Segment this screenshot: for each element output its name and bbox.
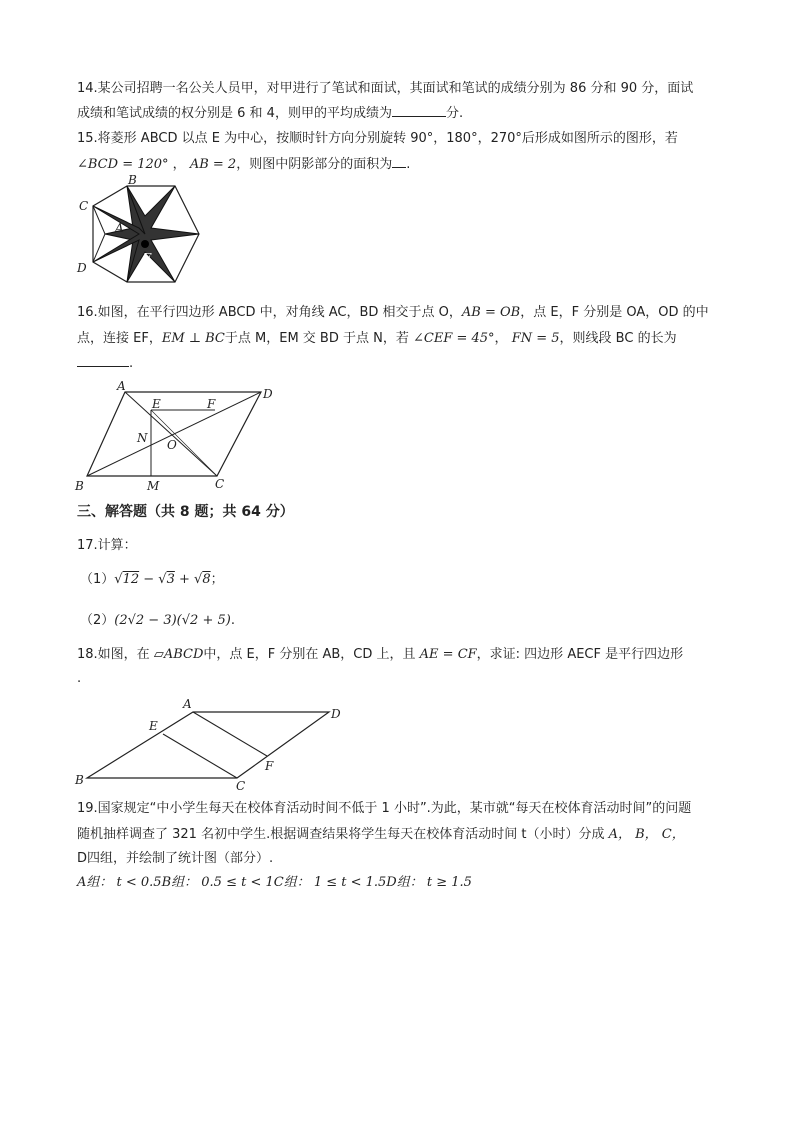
q16-label-N: N: [137, 431, 148, 445]
q19-line3: D四组，并绘制了统计图（部分）.: [77, 851, 274, 866]
q16-label-D: D: [263, 387, 273, 401]
q18-label-A: A: [183, 697, 192, 711]
q16-line1-end: ，点 E，F 分别是 OA，OD 的中: [520, 305, 709, 320]
q18-equal-math: AE = CF: [419, 647, 477, 662]
q18-parallelogram-math: ▱ABCD: [153, 647, 204, 662]
q17-part2-expr: (2√2 − 3)(√2 + 5): [114, 613, 231, 628]
q15-label-E: E: [143, 251, 152, 265]
q15-label-A: A: [115, 221, 124, 235]
q16-line1: [77, 304, 709, 322]
q17-part1: （1）√12 − √3 + √8；: [80, 572, 224, 587]
q18-segment-EC: [163, 734, 237, 778]
q19-line2-text: 随机抽样调查了 321 名初中学生.根据调查结果将学生每天在校体育活动时间 t（小时）分成: [77, 827, 605, 842]
q18-line1-end: ，求证: 四边形 AECF 是平行四边形: [476, 647, 684, 662]
q19-line2: [77, 826, 685, 844]
q15-answer-blank[interactable]: [392, 155, 406, 168]
q15-label-C: C: [79, 199, 89, 213]
q16-line2-mid: 于点 M，EM 交 BD 于点 N，若: [224, 331, 409, 346]
q19-groups: A， B， C，: [608, 827, 685, 842]
q18-label-E: E: [149, 719, 158, 733]
q17-p1-radicand-b: 3: [166, 572, 175, 587]
q16-diagonal-BD: [87, 392, 261, 476]
q18-line1: [77, 646, 683, 664]
q16-line2-end: ，则线段 BC 的长为: [559, 331, 677, 346]
q16-line2: 点，连接 EF，EM ⊥ BC于点 M，EM 交 BD 于点 N，若 ∠CEF = 45°， FN = 5，则线段 BC 的长为: [77, 331, 677, 346]
section3-title: 三、解答题（共 8 题；共 64 分）: [77, 504, 294, 520]
q17-part2: [80, 612, 235, 630]
q16-line3-end: .: [129, 356, 134, 371]
q16-label-C: C: [215, 477, 225, 491]
q16-answer-blank[interactable]: [77, 354, 129, 367]
q15-figure: [75, 173, 215, 300]
q16-label-M: M: [147, 479, 160, 493]
q16-line1-text: 16.如图，在平行四边形 ABCD 中，对角线 AC，BD 相交于点 O，: [77, 305, 462, 320]
q17-stem: 17.计算：: [77, 538, 137, 553]
q19-line1: 19.国家规定“中小学生每天在校体育活动时间不低于 1 小时”.为此，某市就“每天在校体育活动时间”的问题: [77, 801, 692, 816]
q16-label-O: O: [167, 438, 177, 452]
q15-line2-end: .: [406, 157, 411, 172]
q15-label-B: B: [128, 173, 137, 187]
q14-answer-blank[interactable]: [392, 104, 446, 117]
q16-angle-math: ∠CEF = 45°: [412, 331, 495, 346]
q15-center-point: [141, 240, 149, 248]
q18-figure: [75, 694, 355, 796]
q16-line3: [77, 354, 133, 373]
q16-perp-math: EM ⊥ BC: [161, 331, 225, 346]
q18-line1-text: 18.如图，在: [77, 647, 150, 662]
q18-line2: .: [77, 671, 82, 686]
q16-label-B: B: [75, 479, 84, 493]
q14-line1: 14.某公司招聘一名公关人员甲，对甲进行了笔试和面试，其面试和笔试的成绩分别为 86 分和 90 分，面试: [77, 81, 694, 96]
q15-angle-condition: ∠BCD = 120°: [77, 157, 169, 172]
q15-side-condition: AB = 2: [189, 157, 237, 172]
q15-line1: 15.将菱形 ABCD 以点 E 为中心，按顺时针方向分别旋转 90°，180°，270°后形成如图所示的图形，若: [77, 131, 678, 146]
q14-line2-end: 分.: [445, 106, 464, 121]
q17-part1-end: ；: [210, 572, 224, 587]
q18-parallelogram: [87, 712, 329, 778]
q16-label-E: E: [152, 397, 161, 411]
q18-label-B: B: [75, 773, 84, 787]
q15-label-D: D: [77, 261, 87, 275]
q18-label-D: D: [331, 707, 341, 721]
q16-line2-text: 点，连接 EF，: [77, 331, 162, 346]
q17-p1-radicand-a: 12: [122, 572, 140, 587]
q16-line1-math: AB = OB: [461, 305, 521, 320]
q16-label-A: A: [117, 379, 126, 393]
q16-fn-math: FN = 5: [511, 331, 560, 346]
q14-line2: [77, 104, 463, 123]
q16-figure: [75, 378, 285, 498]
q17-part2-end: .: [230, 613, 235, 628]
q17-part1-label: （1）: [80, 572, 115, 587]
q15-line2: ∠BCD = 120° ， AB = 2，则图中阴影部分的面积为 .: [77, 157, 411, 172]
q19-group-definitions: A组： t < 0.5B组： 0.5 ≤ t < 1C组： 1 ≤ t < 1.5D组： t ≥ 1.5: [77, 875, 472, 890]
q18-line1-mid: 中，点 E，F 分别在 AB，CD 上，且: [203, 647, 416, 662]
q17-p1-radicand-c: 8: [202, 572, 211, 587]
q16-segment-CE: [151, 410, 217, 476]
q18-label-F: F: [265, 759, 274, 773]
q18-segment-AF: [193, 712, 267, 756]
q18-label-C: C: [236, 779, 246, 793]
q15-line2-text: ，则图中阴影部分的面积为: [236, 157, 393, 172]
q17-part2-label: （2）: [80, 613, 115, 628]
q14-line2-text: 成绩和笔试成绩的权分别是 6 和 4，则甲的平均成绩为: [77, 106, 392, 121]
q16-label-F: F: [207, 397, 216, 411]
